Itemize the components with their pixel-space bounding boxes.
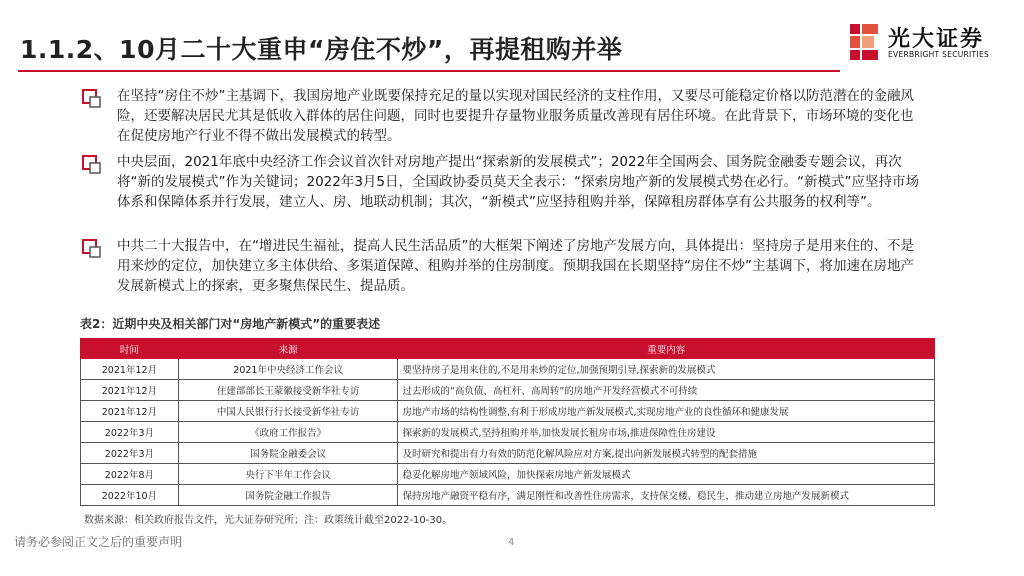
slide-title: 1.1.2、10月二十大重申“房住不炒”，再提租购并举 bbox=[20, 35, 623, 64]
bullet-text: 在坚持“房住不炒”主基调下，我国房地产业既要保持充足的量以实现对国民经济的支柱作用，又要尽可能稳定价格以防范潜在的金融风险，还要解决居民尤其是低收入群体的居住问题，同时也要提升存量物业服务质量改善现有居住环境。在此背景下，市场环境的变化也在促使房地产行业不得不做出发展模式的转型。 bbox=[117, 88, 914, 144]
square-bullet-icon bbox=[82, 239, 102, 259]
table-source-note: 数据来源：相关政府报告文件，光大证券研究所；注：政策统计截至2022-10-30。 bbox=[84, 515, 453, 526]
cell-source: 国务院金融工作报告 bbox=[178, 485, 398, 506]
cell-content: 过去形成的“高负债、高杠杆、高周转”的房地产开发经营模式不可持续 bbox=[398, 380, 935, 401]
table-title: 表2：近期中央及相关部门对“房地产新模式”的重要表述 bbox=[80, 317, 381, 331]
table-row bbox=[81, 443, 935, 464]
cell-content: 稳妥化解房地产领域风险，加快探索房地产新发展模式 bbox=[398, 464, 935, 485]
cell-source: 国务院金融委会议 bbox=[178, 443, 398, 464]
table-row bbox=[81, 380, 935, 401]
company-logo bbox=[848, 20, 1018, 65]
everbright-logo-icon bbox=[848, 22, 882, 62]
cell-content: 及时研究和提出有力有效的防范化解风险应对方案,提出向新发展模式转型的配套措施 bbox=[398, 443, 935, 464]
policy-table bbox=[80, 338, 935, 506]
cell-time: 2021年12月 bbox=[81, 401, 179, 422]
logo-name-en: EVERBRIGHT SECURITIES bbox=[888, 50, 990, 59]
cell-time: 2022年3月 bbox=[81, 422, 179, 443]
cell-source: 《政府工作报告》 bbox=[178, 422, 398, 443]
cell-time: 2021年12月 bbox=[81, 359, 179, 380]
table-row bbox=[81, 359, 935, 380]
bullet-paragraph-3 bbox=[82, 236, 922, 296]
cell-time: 2022年3月 bbox=[81, 443, 179, 464]
table-row bbox=[81, 485, 935, 506]
page-number: 4 bbox=[508, 537, 515, 548]
column-header-content: 重要内容 bbox=[398, 339, 935, 359]
cell-source: 2021年中央经济工作会议 bbox=[178, 359, 398, 380]
cell-content: 房地产市场的结构性调整,有利于形成房地产新发展模式,实现房地产业的良性循环和健康发展 bbox=[398, 401, 935, 422]
square-bullet-icon bbox=[82, 89, 102, 109]
cell-content: 探索新的发展模式,坚持租购并举,加快发展长租房市场,推进保障性住房建设 bbox=[398, 422, 935, 443]
cell-content: 要坚持房子是用来住的,不是用来炒的定位,加强预期引导,探索新的发展模式 bbox=[398, 359, 935, 380]
table-row bbox=[81, 464, 935, 485]
bullet-paragraph-1 bbox=[82, 86, 922, 146]
title-divider bbox=[18, 70, 840, 72]
bullet-text: 中共二十大报告中，在“增进民生福祉，提高人民生活品质”的大框架下阐述了房地产发展方向，具体提出：坚持房子是用来住的、不是用来炒的定位，加快建立多主体供给、多渠道保障、租购并举的住房制度。预期我国在长期坚持“房住不炒”主基调下，将加速在房地产发展新模式上的探索，更多聚焦保民生、提品质。 bbox=[117, 238, 914, 294]
cell-source: 住建部部长王蒙徽接受新华社专访 bbox=[178, 380, 398, 401]
column-header-time: 时间 bbox=[81, 339, 179, 359]
bullet-paragraph-2 bbox=[82, 152, 922, 212]
cell-time: 2022年8月 bbox=[81, 464, 179, 485]
table-header-row bbox=[81, 339, 935, 359]
square-bullet-icon bbox=[82, 155, 102, 175]
table-row bbox=[81, 401, 935, 422]
cell-source: 中国人民银行行长接受新华社专访 bbox=[178, 401, 398, 422]
logo-name-cn: 光大证券 bbox=[888, 27, 985, 52]
table-row bbox=[81, 422, 935, 443]
cell-time: 2022年10月 bbox=[81, 485, 179, 506]
bullet-text: 中央层面，2021年底中央经济工作会议首次针对房地产提出“探索新的发展模式”；2022年全国两会、国务院金融委专题会议，再次将“新的发展模式”作为关键词；2022年3月5日，全国政协委员莫天全表示：“探索房地产新的发展模式势在必行。“新模式”应坚持市场体系和保障体系并行发展，建立人、房、地联动机制；其次，“新模式”应坚持租购并举，保障租房群体享有公共服务的权利等”。 bbox=[117, 154, 920, 210]
footer-disclaimer: 请务必参阅正文之后的重要声明 bbox=[14, 535, 183, 549]
cell-content: 保持房地产融资平稳有序，满足刚性和改善性住房需求，支持保交楼、稳民生，推动建立房地产发展新模式 bbox=[398, 485, 935, 506]
cell-source: 央行下半年工作会议 bbox=[178, 464, 398, 485]
cell-time: 2021年12月 bbox=[81, 380, 179, 401]
column-header-source: 来源 bbox=[178, 339, 398, 359]
